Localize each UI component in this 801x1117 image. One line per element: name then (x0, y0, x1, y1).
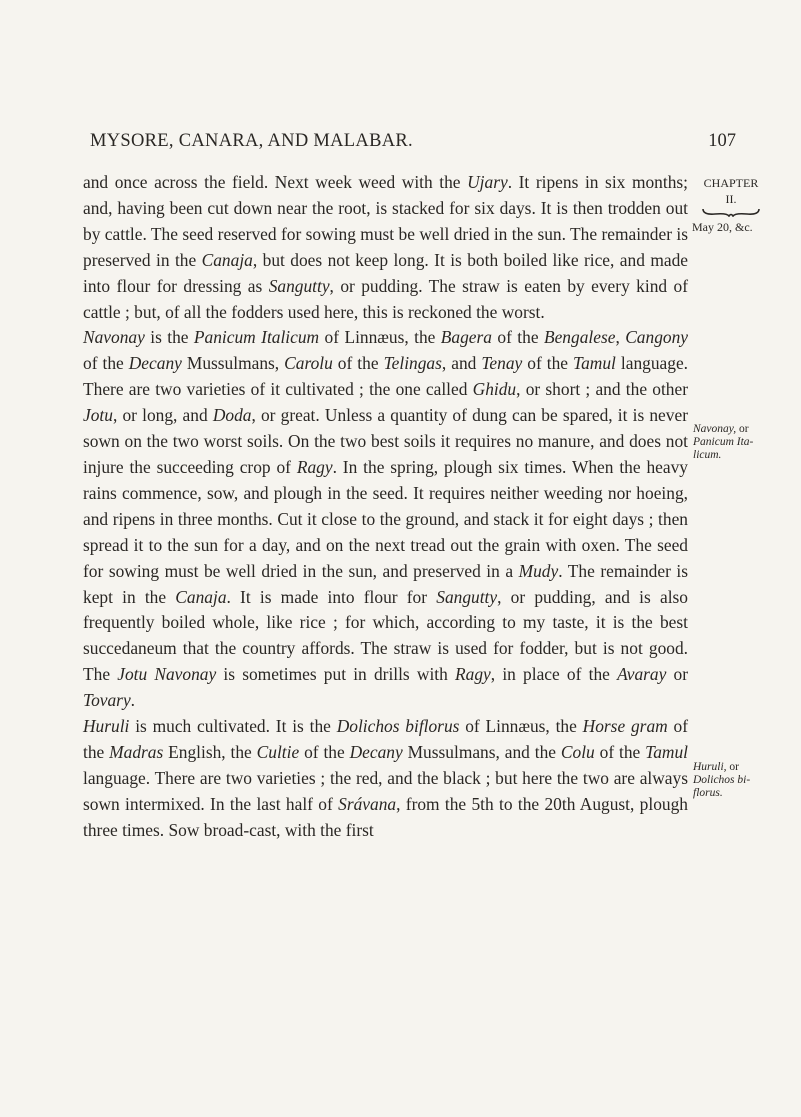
marginal-note-term: florus. (693, 787, 723, 799)
chapter-date: May 20, &c. (692, 220, 753, 234)
marginal-note-huruli (693, 761, 793, 800)
marginal-note-text: or (726, 761, 740, 773)
chapter-marginal-note (693, 175, 769, 235)
marginal-note-term: licum. (693, 449, 722, 461)
marginal-note-term: Dolichos bi- (693, 774, 751, 786)
chapter-number: II. (725, 192, 737, 206)
brace-ornament-icon (701, 207, 761, 217)
paragraph-ujary: and once across the field. Next week weed with the Ujary. It ripens in six months; and, having been cut down near the root, is stacked for six days. It is then trodden out by cattle. The seed reserved for sowing must be well dried in the sun. The remainder is preserved in the Canaja, but does not keep long. It is both boiled like rice, and made into flour for dressing as Sangutty, or pudding. The straw is eaten by every kind of cattle ; but, of all the fodders used here, this is reckoned the worst. (83, 172, 689, 322)
marginal-note-term: Navonay, (693, 423, 737, 435)
chapter-label: CHAPTER (703, 176, 759, 190)
running-title: MYSORE, CANARA, AND MALABAR. (90, 131, 413, 151)
page-body (83, 170, 688, 844)
page-number: 107 (708, 131, 736, 151)
marginal-note-term: Huruli, (693, 761, 727, 773)
paragraph-huruli: Huruli is much cultivated. It is the Dolichos biflorus of Linnæus, the Horse gram of the Madras English, the Cultie of the Decany Mussulmans, and the Colu of the Tamul language. There are two varieties ; the red, and the black ; but here the two are always sown intermixed. In the last half of Srávana, from the 5th to the 20th August, plough three times. Sow broad-cast, with the first (83, 716, 688, 840)
marginal-note-text: or (736, 423, 749, 435)
marginal-note-navonay (693, 423, 793, 462)
marginal-note-term: Panicum Ita- (693, 436, 754, 448)
running-header (90, 131, 736, 157)
paragraph-navonay: Navonay is the Panicum Italicum of Linnæus, the Bagera of the Bengalese, Cangony of the Decany Mussulmans, Carolu of the Telingas, and Tenay of the Tamul language. There are two varieties of it cultivated ; the one called Ghidu, or short ; and the other Jotu, or long, and Doda, or great. Unless a quantity of dung can be spared, it is never sown on the two worst soils. On the two best soils it requires no manure, and does not injure the succeeding crop of Ragy. In the spring, plough six times. When the heavy rains commence, sow, and plough in the seed. It requires neither weeding nor hoeing, and ripens in three months. Cut it close to the ground, and stack it for eight days ; then spread it to the sun for a day, and on the next tread out the grain with oxen. The seed for sowing must be well dried in the sun, and preserved in a Mudy. The remainder is kept in the Canaja. It is made into flour for Sangutty, or pudding, and is also frequently boiled whole, like rice ; for which, according to my taste, it is the best succedaneum that the country affords. The straw is used for fodder, but is not good. The Jotu Navonay is sometimes put in drills with Ragy, in place of the Avaray or Tovary. (83, 327, 689, 711)
